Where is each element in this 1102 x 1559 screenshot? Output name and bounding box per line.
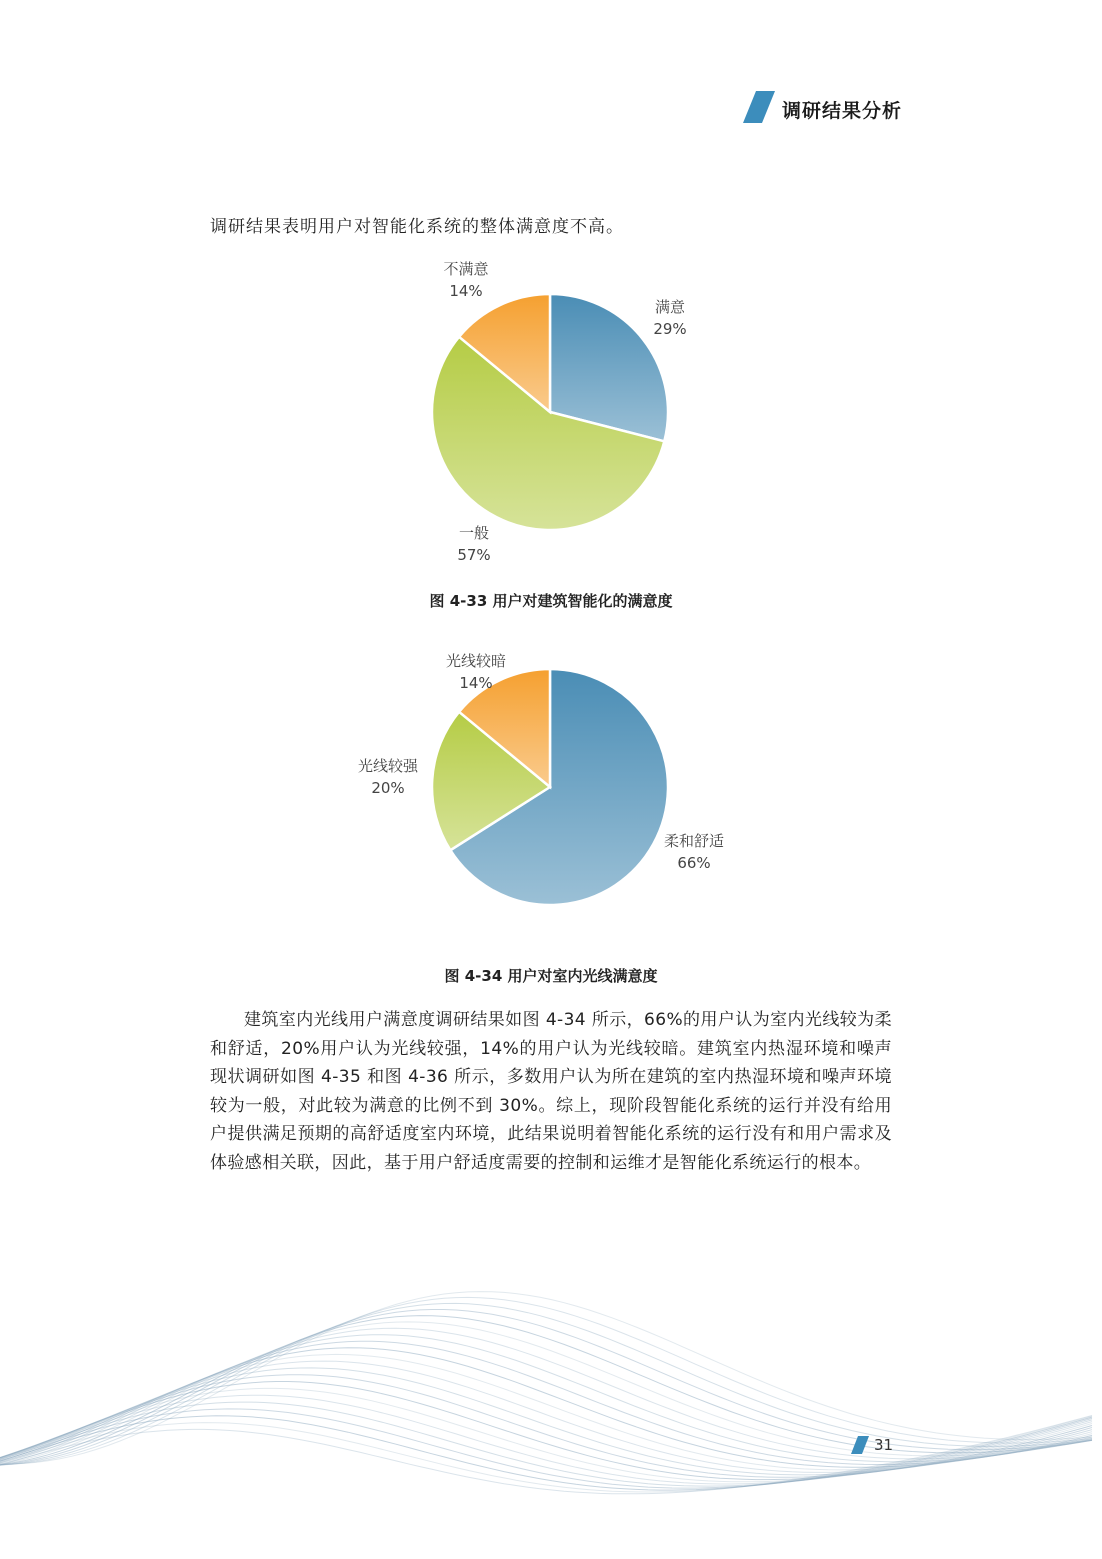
- figure-caption-4-34: 图 4-34 用户对室内光线满意度: [444, 967, 658, 985]
- slice-value-2: 14%: [449, 282, 483, 300]
- slice-label-0: 柔和舒适: [663, 832, 725, 850]
- lighting-pie-chart: [0, 640, 1102, 930]
- footer-slash-mark: [850, 1435, 870, 1455]
- slice-label-1: 一般: [458, 524, 490, 542]
- satisfaction-pie-chart: [0, 240, 1102, 580]
- decorative-wave-lines: [0, 1180, 1102, 1559]
- slice-value-0: 66%: [677, 854, 711, 872]
- section-title: 调研结果分析: [782, 100, 903, 122]
- slice-label-1: 光线较强: [357, 757, 419, 775]
- figure-caption-4-33: 图 4-33 用户对建筑智能化的满意度: [429, 592, 673, 610]
- header-slash-mark: [742, 90, 776, 124]
- slice-value-1: 20%: [371, 779, 405, 797]
- body-paragraph: 建筑室内光线用户满意度调研结果如图 4-34 所示，66%的用户认为室内光线较为柔和舒适，20%用户认为光线较强，14%的用户认为光线较暗。建筑室内热湿环境和噪声现状调研如图 4-35 和图 4-36 所示，多数用户认为所在建筑的室内热湿环境和噪声环境较为一般，对此较为满意的比例不到 30%。综上，现阶段智能化系统的运行并没有给用户提供满足预期的高舒适度室内环境，此结果说明着智能化系统的运行没有和用户需求及体验感相关联，因此，基于用户舒适度需要的控制和运维才是智能化系统运行的根本。: [210, 1010, 892, 1173]
- intro-text: 调研结果表明用户对智能化系统的整体满意度不高。: [210, 217, 624, 237]
- slice-value-1: 57%: [457, 546, 491, 564]
- slice-value-2: 14%: [459, 674, 493, 692]
- slice-label-2: 不满意: [443, 260, 489, 278]
- slice-label-0: 满意: [654, 298, 686, 316]
- slice-value-0: 29%: [653, 320, 687, 338]
- slice-label-2: 光线较暗: [445, 652, 507, 670]
- page-number: 31: [874, 1436, 894, 1454]
